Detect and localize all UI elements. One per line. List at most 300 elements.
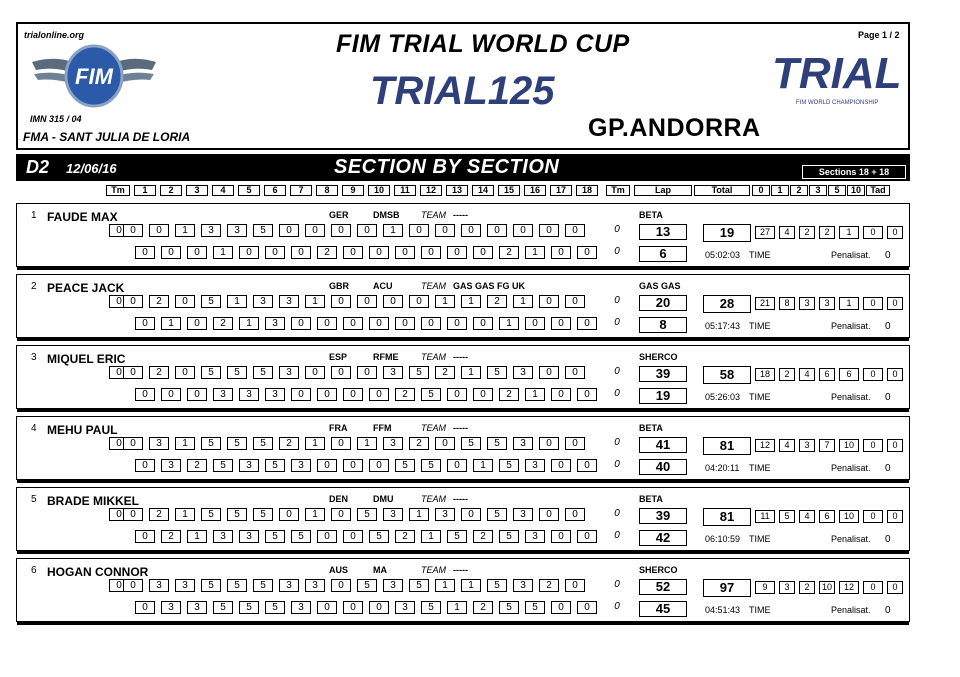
rider-nation: FRA <box>329 423 348 433</box>
lap2-score: 3 <box>291 459 311 472</box>
lap1-score: 0 <box>123 224 143 237</box>
lap2-score: 0 <box>421 317 441 330</box>
lap1-score: 5 <box>227 579 247 592</box>
lap1-score: 0 <box>565 366 585 379</box>
lap2-score: 3 <box>187 601 207 614</box>
lap2-score: 0 <box>577 601 597 614</box>
lap2-score: 3 <box>239 388 259 401</box>
rider-time: 05:17:43 <box>705 321 741 331</box>
lap2-score: 5 <box>265 530 285 543</box>
column-header: 10 <box>847 185 865 196</box>
lap1-score: 5 <box>227 366 247 379</box>
score-count: 4 <box>799 510 815 523</box>
rider-team: ----- <box>453 494 468 504</box>
lap1-score: 0 <box>123 508 143 521</box>
lap1-score: 1 <box>461 579 481 592</box>
lap1-score: 5 <box>201 437 221 450</box>
column-header: 11 <box>394 185 416 196</box>
lap2-score: 0 <box>395 246 415 259</box>
rider-total: 97 <box>703 579 751 597</box>
team-label: TEAM <box>421 494 447 504</box>
lap2-score: 0 <box>525 317 545 330</box>
lap1-score: 3 <box>175 579 195 592</box>
lap1-score: 0 <box>565 295 585 308</box>
site-name: trialonline.org <box>24 30 85 40</box>
lap1-score: 0 <box>565 437 585 450</box>
score-count: 6 <box>819 368 835 381</box>
lap2-score: 0 <box>317 388 337 401</box>
lap1-total: 39 <box>639 366 687 382</box>
lap1-score: 5 <box>357 508 377 521</box>
lap2-score: 3 <box>239 459 259 472</box>
lap2-score: 5 <box>447 530 467 543</box>
score-count: 12 <box>839 581 859 594</box>
rider-federation: DMSB <box>373 210 400 220</box>
rider-total: 28 <box>703 295 751 313</box>
lap2-score: 5 <box>499 530 519 543</box>
lap2-score: 0 <box>343 246 363 259</box>
lap2-score: 0 <box>551 246 571 259</box>
lap1-score: 1 <box>305 508 325 521</box>
class-label: D2 <box>26 157 50 177</box>
lap2-score: 2 <box>161 530 181 543</box>
penalties-label: Penalisat. <box>831 534 871 544</box>
lap2-score: 0 <box>135 459 155 472</box>
lap1-score: 0 <box>539 224 559 237</box>
column-header: 14 <box>472 185 494 196</box>
rider-penalties: 0 <box>885 534 891 545</box>
lap1-score: 3 <box>383 437 403 450</box>
event-name: GP.ANDORRA <box>588 114 761 142</box>
score-count: 10 <box>819 581 835 594</box>
rider-federation: MA <box>373 565 387 575</box>
rider-team: ----- <box>453 565 468 575</box>
column-header: 16 <box>524 185 546 196</box>
penalties-label: Penalisat. <box>831 605 871 615</box>
lap2-score: 0 <box>577 246 597 259</box>
lap1-score: 1 <box>513 295 533 308</box>
rider-name: FAUDE MAX <box>47 210 118 224</box>
lap1-score: 5 <box>201 508 221 521</box>
lap2-score: 0 <box>447 246 467 259</box>
lap1-score: 1 <box>383 224 403 237</box>
lap2-score: 0 <box>343 601 363 614</box>
lap2-score: 0 <box>473 388 493 401</box>
lap2-score: 5 <box>369 530 389 543</box>
column-header: Tm <box>106 185 130 196</box>
lap1-score: 2 <box>149 366 169 379</box>
lap2-score: 0 <box>161 246 181 259</box>
lap2-score: 0 <box>577 530 597 543</box>
lap1-score: 0 <box>539 437 559 450</box>
score-count: 12 <box>755 439 775 452</box>
lap2-score: 0 <box>291 388 311 401</box>
lap2-score: 0 <box>551 317 571 330</box>
rider-row <box>16 558 910 622</box>
lap1-score: 5 <box>487 508 507 521</box>
rider-total: 81 <box>703 437 751 455</box>
column-header: 1 <box>771 185 789 196</box>
lap2-score: 3 <box>265 388 285 401</box>
lap2-score: 2 <box>395 388 415 401</box>
lap1-score: 1 <box>227 295 247 308</box>
rider-federation: DMU <box>373 494 394 504</box>
lap2-score: 3 <box>161 459 181 472</box>
sections-count: Sections 18 + 18 <box>802 165 906 179</box>
penalties-label: Penalisat. <box>831 250 871 260</box>
lap1-score: 0 <box>109 437 129 450</box>
column-header: 6 <box>264 185 286 196</box>
rider-penalties: 0 <box>885 605 891 616</box>
score-count: 4 <box>779 439 795 452</box>
lap1-score: 0 <box>357 366 377 379</box>
score-count: 1 <box>839 297 859 310</box>
lap1-score: 0 <box>565 224 585 237</box>
rider-time: 06:10:59 <box>705 534 741 544</box>
lap2-score: 0 <box>317 530 337 543</box>
column-header: Total <box>694 185 750 196</box>
lap1-score: 0 <box>331 508 351 521</box>
time-label: TIME <box>749 321 771 331</box>
lap2-score: 0 <box>135 601 155 614</box>
score-count: 1 <box>839 226 859 239</box>
rider-position: 4 <box>31 423 37 434</box>
lap1-score: 0 <box>609 366 625 379</box>
lap1-score: 0 <box>539 295 559 308</box>
lap1-score: 0 <box>565 508 585 521</box>
lap1-score: 0 <box>609 295 625 308</box>
lap2-score: 0 <box>343 317 363 330</box>
lap1-score: 2 <box>539 579 559 592</box>
lap2-score: 0 <box>135 530 155 543</box>
lap1-score: 5 <box>227 437 247 450</box>
rider-motorcycle: GAS GAS <box>639 281 681 291</box>
time-label: TIME <box>749 463 771 473</box>
lap2-score: 5 <box>213 459 233 472</box>
rider-time: 04:20:11 <box>705 463 740 473</box>
lap1-score: 5 <box>253 366 273 379</box>
rider-time: 04:51:43 <box>705 605 741 615</box>
lap2-score: 0 <box>609 601 625 614</box>
rider-penalties: 0 <box>885 463 891 474</box>
section-title: SECTION BY SECTION <box>334 156 560 178</box>
column-header: 2 <box>160 185 182 196</box>
lap2-score: 0 <box>473 246 493 259</box>
lap1-score: 5 <box>461 437 481 450</box>
lap2-score: 1 <box>213 246 233 259</box>
lap1-score: 0 <box>123 437 143 450</box>
lap2-score: 1 <box>421 530 441 543</box>
lap2-score: 1 <box>239 317 259 330</box>
lap1-score: 1 <box>175 437 195 450</box>
lap1-score: 0 <box>409 295 429 308</box>
lap1-score: 1 <box>357 437 377 450</box>
lap1-score: 1 <box>435 295 455 308</box>
lap2-score: 1 <box>187 530 207 543</box>
lap1-score: 0 <box>109 366 129 379</box>
lap2-score: 0 <box>551 530 571 543</box>
lap2-score: 5 <box>239 601 259 614</box>
lap1-score: 1 <box>461 295 481 308</box>
lap1-score: 0 <box>331 437 351 450</box>
rider-nation: GER <box>329 210 349 220</box>
rider-position: 2 <box>31 281 37 292</box>
lap1-score: 5 <box>253 437 273 450</box>
column-header: 3 <box>809 185 827 196</box>
score-count: 0 <box>863 581 883 594</box>
penalties-label: Penalisat. <box>831 463 871 473</box>
lap2-score: 5 <box>525 601 545 614</box>
lap1-score: 3 <box>149 579 169 592</box>
lap2-score: 0 <box>609 317 625 330</box>
rider-name: BRADE MIKKEL <box>47 494 139 508</box>
trial125-logo-text: TRIAL125 <box>370 69 555 113</box>
lap1-score: 5 <box>409 579 429 592</box>
lap2-score: 0 <box>317 317 337 330</box>
rider-motorcycle: BETA <box>639 423 663 433</box>
rider-penalties: 0 <box>885 321 891 332</box>
lap2-score: 0 <box>343 459 363 472</box>
lap1-score: 1 <box>305 295 325 308</box>
score-count: 3 <box>799 439 815 452</box>
lap1-score: 0 <box>409 224 429 237</box>
score-count: 0 <box>887 581 903 594</box>
lap2-score: 0 <box>291 246 311 259</box>
lap1-score: 3 <box>149 437 169 450</box>
lap1-score: 0 <box>331 224 351 237</box>
lap2-score: 5 <box>499 459 519 472</box>
lap1-score: 3 <box>201 224 221 237</box>
rider-total: 81 <box>703 508 751 526</box>
score-count: 18 <box>755 368 775 381</box>
score-count: 2 <box>799 226 815 239</box>
rider-federation: FFM <box>373 423 392 433</box>
column-header: Tm <box>606 185 630 196</box>
rider-team: ----- <box>453 423 468 433</box>
score-count: 0 <box>863 510 883 523</box>
lap1-score: 0 <box>513 224 533 237</box>
lap2-score: 5 <box>213 601 233 614</box>
score-count: 0 <box>887 297 903 310</box>
lap2-score: 5 <box>421 388 441 401</box>
lap2-score: 0 <box>317 601 337 614</box>
lap2-total: 40 <box>639 459 687 475</box>
column-header: 17 <box>550 185 572 196</box>
lap2-score: 0 <box>135 317 155 330</box>
lap1-score: 3 <box>513 366 533 379</box>
fim-logo-text: FIM <box>75 64 113 89</box>
rider-position: 6 <box>31 565 37 576</box>
lap2-score: 2 <box>187 459 207 472</box>
rider-nation: GBR <box>329 281 349 291</box>
rider-nation: ESP <box>329 352 348 362</box>
lap2-score: 0 <box>609 459 625 472</box>
column-header: 7 <box>290 185 312 196</box>
lap1-score: 5 <box>487 437 507 450</box>
column-header: 4 <box>212 185 234 196</box>
rider-nation: AUS <box>329 565 349 575</box>
column-header: 9 <box>342 185 364 196</box>
lap2-score: 1 <box>447 601 467 614</box>
lap2-score: 0 <box>421 246 441 259</box>
lap1-score: 5 <box>409 366 429 379</box>
rider-penalties: 0 <box>885 250 891 261</box>
imn-code: IMN 315 / 04 <box>30 114 82 124</box>
lap1-score: 5 <box>253 508 273 521</box>
score-count: 9 <box>755 581 775 594</box>
lap2-score: 1 <box>161 317 181 330</box>
lap1-score: 0 <box>149 224 169 237</box>
score-count: 21 <box>755 297 775 310</box>
rider-row <box>16 345 910 409</box>
lap2-score: 2 <box>473 530 493 543</box>
rider-team: ----- <box>453 352 468 362</box>
score-count: 0 <box>887 368 903 381</box>
lap2-score: 1 <box>525 246 545 259</box>
lap2-score: 5 <box>265 601 285 614</box>
lap2-score: 0 <box>609 388 625 401</box>
score-count: 5 <box>779 510 795 523</box>
lap1-score: 3 <box>513 437 533 450</box>
score-count: 0 <box>863 226 883 239</box>
lap1-total: 20 <box>639 295 687 311</box>
lap1-score: 3 <box>305 579 325 592</box>
lap1-score: 5 <box>227 508 247 521</box>
venue: FMA - SANT JULIA DE LORIA <box>23 130 191 144</box>
class-band <box>16 154 910 181</box>
lap1-score: 1 <box>409 508 429 521</box>
rider-motorcycle: BETA <box>639 494 663 504</box>
time-label: TIME <box>749 605 771 615</box>
lap2-score: 0 <box>343 388 363 401</box>
lap2-total: 19 <box>639 388 687 404</box>
score-count: 10 <box>839 510 859 523</box>
rider-total: 58 <box>703 366 751 384</box>
lap1-score: 1 <box>435 579 455 592</box>
lap2-score: 3 <box>213 530 233 543</box>
lap2-score: 0 <box>609 530 625 543</box>
lap1-score: 2 <box>409 437 429 450</box>
lap1-score: 0 <box>109 579 129 592</box>
time-label: TIME <box>749 250 771 260</box>
lap1-score: 3 <box>279 366 299 379</box>
lap1-score: 0 <box>487 224 507 237</box>
lap1-score: 3 <box>279 295 299 308</box>
score-count: 4 <box>779 226 795 239</box>
score-count: 7 <box>819 439 835 452</box>
trial-logo-text: TRIAL <box>772 49 902 98</box>
team-label: TEAM <box>421 281 447 291</box>
lap1-score: 1 <box>305 437 325 450</box>
rider-name: MEHU PAUL <box>47 423 118 437</box>
score-count: 6 <box>839 368 859 381</box>
score-count: 3 <box>799 297 815 310</box>
rider-row <box>16 416 910 480</box>
rider-penalties: 0 <box>885 392 891 403</box>
lap2-score: 1 <box>525 388 545 401</box>
rider-federation: RFME <box>373 352 399 362</box>
lap1-score: 0 <box>565 579 585 592</box>
column-header: 12 <box>420 185 442 196</box>
lap2-total: 45 <box>639 601 687 617</box>
lap1-score: 0 <box>305 224 325 237</box>
score-count: 0 <box>863 368 883 381</box>
lap2-score: 0 <box>609 246 625 259</box>
lap1-score: 2 <box>149 295 169 308</box>
score-count: 3 <box>779 581 795 594</box>
lap1-score: 3 <box>435 508 455 521</box>
rider-time: 05:26:03 <box>705 392 741 402</box>
lap2-score: 5 <box>499 601 519 614</box>
lap1-score: 2 <box>487 295 507 308</box>
lap1-score: 0 <box>279 508 299 521</box>
lap2-score: 0 <box>135 246 155 259</box>
lap2-score: 0 <box>187 388 207 401</box>
lap2-score: 0 <box>577 317 597 330</box>
lap2-total: 8 <box>639 317 687 333</box>
rider-name: HOGAN CONNOR <box>47 565 149 579</box>
lap1-score: 1 <box>175 224 195 237</box>
rider-row <box>16 487 910 551</box>
rider-name: MIQUEL ERIC <box>47 352 126 366</box>
column-header: Tad <box>866 185 890 196</box>
lap2-score: 0 <box>551 388 571 401</box>
lap1-score: 5 <box>201 295 221 308</box>
column-header: 18 <box>576 185 598 196</box>
trial125-logo <box>368 60 600 114</box>
lap2-score: 0 <box>551 601 571 614</box>
time-label: TIME <box>749 392 771 402</box>
lap2-score: 2 <box>499 388 519 401</box>
lap1-score: 0 <box>609 437 625 450</box>
lap1-score: 5 <box>201 366 221 379</box>
lap1-total: 39 <box>639 508 687 524</box>
lap1-score: 3 <box>253 295 273 308</box>
lap1-score: 0 <box>539 366 559 379</box>
team-label: TEAM <box>421 565 447 575</box>
lap2-score: 5 <box>421 601 441 614</box>
lap1-score: 3 <box>279 579 299 592</box>
lap2-score: 2 <box>499 246 519 259</box>
lap2-score: 0 <box>369 388 389 401</box>
lap1-score: 0 <box>175 366 195 379</box>
lap1-score: 0 <box>123 366 143 379</box>
score-count: 0 <box>887 439 903 452</box>
lap1-score: 0 <box>331 579 351 592</box>
penalties-label: Penalisat. <box>831 321 871 331</box>
lap1-score: 0 <box>279 224 299 237</box>
score-count: 27 <box>755 226 775 239</box>
column-header: 0 <box>752 185 770 196</box>
score-count: 6 <box>819 510 835 523</box>
lap2-score: 3 <box>161 601 181 614</box>
rider-position: 1 <box>31 210 37 221</box>
lap2-score: 2 <box>317 246 337 259</box>
lap1-total: 13 <box>639 224 687 240</box>
lap2-score: 5 <box>395 459 415 472</box>
lap2-score: 0 <box>447 317 467 330</box>
score-count: 0 <box>863 297 883 310</box>
rider-team: GAS GAS FG UK <box>453 281 526 291</box>
lap1-score: 0 <box>461 224 481 237</box>
lap1-score: 3 <box>513 508 533 521</box>
rider-motorcycle: SHERCO <box>639 352 678 362</box>
lap2-score: 0 <box>161 388 181 401</box>
lap1-score: 3 <box>513 579 533 592</box>
column-header: 3 <box>186 185 208 196</box>
lap1-score: 0 <box>109 295 129 308</box>
lap2-score: 2 <box>473 601 493 614</box>
